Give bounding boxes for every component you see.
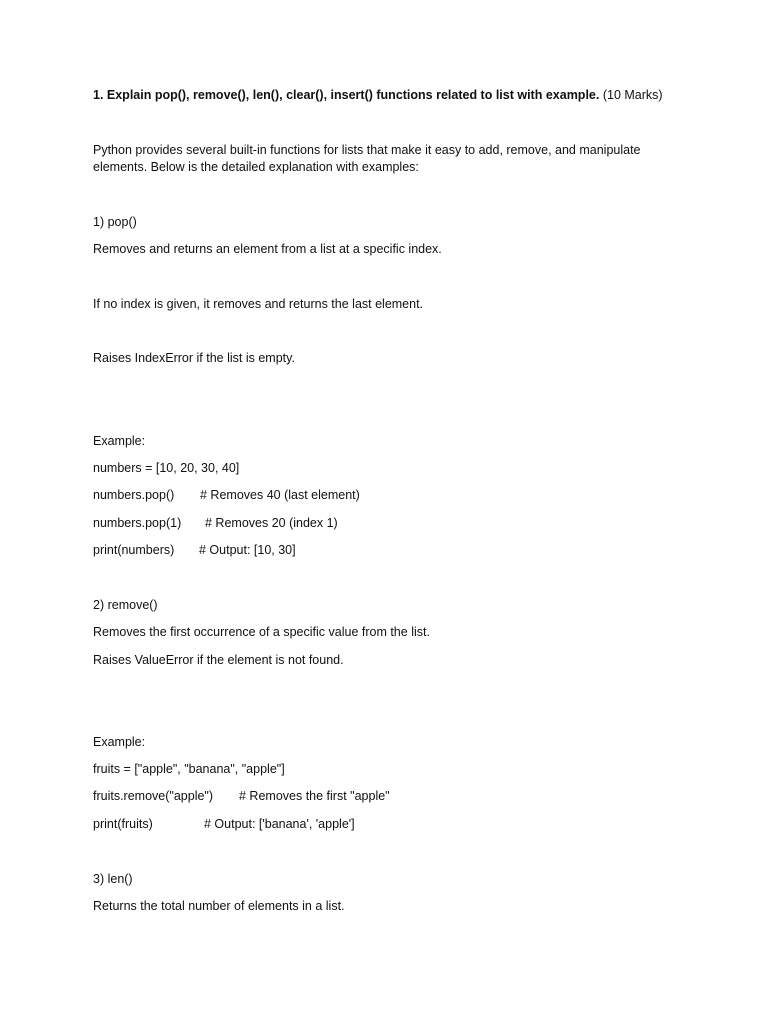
remove-point: Removes the first occurrence of a specific value from the list.	[93, 625, 430, 639]
pop-point: If no index is given, it removes and returns the last element.	[93, 297, 424, 311]
code-line: fruits.remove("apple")	[93, 789, 214, 803]
code-line: print(fruits)	[93, 817, 153, 831]
code-comment: # Removes 40 (last element)	[200, 488, 360, 502]
code-comment: # Removes 20 (index 1)	[205, 516, 338, 530]
example-label: Example:	[93, 434, 146, 448]
example-label: Example:	[93, 735, 146, 749]
question-heading	[93, 87, 663, 104]
section-heading-pop: 1) pop()	[93, 215, 137, 229]
code-comment: # Output: [10, 30]	[199, 543, 296, 557]
pop-point: Removes and returns an element from a list at a specific index.	[93, 242, 442, 256]
code-line: print(numbers)	[93, 543, 175, 557]
code-comment: # Removes the first "apple"	[239, 789, 390, 803]
pop-point: Raises IndexError if the list is empty.	[93, 351, 295, 365]
question-title: 1. Explain pop(), remove(), len(), clear(), insert() functions related to list with example.	[93, 88, 600, 102]
code-line: numbers.pop()	[93, 488, 175, 502]
code-line: fruits = ["apple", "banana", "apple"]	[93, 762, 285, 776]
code-line: numbers = [10, 20, 30, 40]	[93, 461, 240, 475]
section-heading-len: 3) len()	[93, 872, 133, 886]
intro-paragraph: Python provides several built-in functions for lists that make it easy to add, remove, and manipulate elements. Below is the detailed explanation with examples:	[93, 143, 641, 174]
remove-point: Raises ValueError if the element is not found.	[93, 653, 344, 667]
section-heading-remove: 2) remove()	[93, 598, 158, 612]
len-point: Returns the total number of elements in a list.	[93, 899, 345, 913]
code-comment: # Output: ['banana', 'apple']	[204, 817, 355, 831]
question-marks: (10 Marks)	[602, 88, 663, 102]
code-line: numbers.pop(1)	[93, 516, 182, 530]
